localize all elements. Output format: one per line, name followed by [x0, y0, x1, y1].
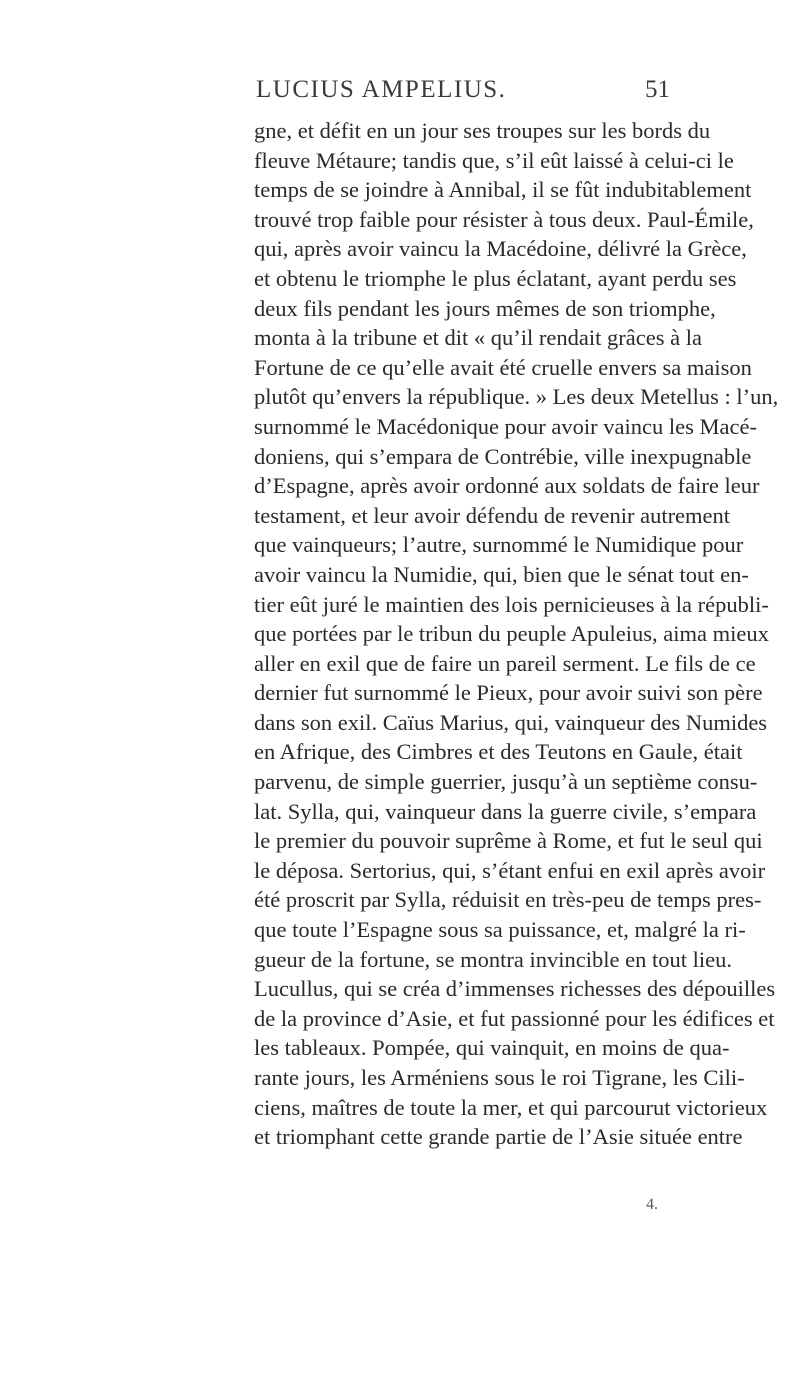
text-line: testament, et leur avoir défendu de revenir autrement — [254, 502, 731, 528]
text-line: et triomphant cette grande partie de l’Asie située entre — [254, 1124, 743, 1150]
running-title: LUCIUS AMPELIUS. — [256, 76, 507, 103]
text-line: que portées par le tribun du peuple Apuleius, aima mieux — [254, 621, 769, 647]
text-line: dernier fut surnommé le Pieux, pour avoir suivi son père — [254, 680, 763, 706]
text-line: aller en exil que de faire un pareil serment. Le fils de ce — [254, 650, 756, 676]
text-line: d’Espagne, après avoir ordonné aux soldats de faire leur — [254, 473, 760, 499]
text-line: qui, après avoir vaincu la Macédoine, délivré la Grèce, — [254, 236, 747, 262]
text-line: Lucullus, qui se créa d’immenses richesses des dépouilles — [254, 976, 776, 1002]
text-line: en Afrique, des Cimbres et des Teutons en Gaule, était — [254, 739, 743, 765]
text-line: que toute l’Espagne sous sa puissance, et, malgré la ri- — [254, 917, 746, 943]
text-line: trouvé trop faible pour résister à tous deux. Paul-Émile, — [254, 206, 754, 232]
text-line: temps de se joindre à Annibal, il se fût indubitablement — [254, 177, 752, 203]
text-line: surnommé le Macédonique pour avoir vaincu les Macé- — [254, 413, 757, 439]
text-line: le déposa. Sertorius, qui, s’étant enfui en exil après avoir — [254, 857, 766, 883]
text-line: de la province d’Asie, et fut passionné pour les édifices et — [254, 1005, 775, 1031]
text-line: avoir vaincu la Numidie, qui, bien que le sénat tout en- — [254, 561, 749, 587]
text-line: monta à la tribune et dit « qu’il rendait grâces à la — [254, 325, 702, 351]
text-line: fleuve Métaure; tandis que, s’il eût laissé à celui-ci le — [254, 147, 734, 173]
text-line: ciens, maîtres de toute la mer, et qui parcourut victorieux — [254, 1094, 768, 1120]
text-line: tier eût juré le maintien des lois pernicieuses à la républi- — [254, 591, 769, 617]
text-line: les tableaux. Pompée, qui vainquit, en moins de qua- — [254, 1035, 730, 1061]
text-line: deux fils pendant les jours mêmes de son triomphe, — [254, 295, 716, 321]
signature-mark: 4. — [646, 1196, 658, 1213]
text-line: lat. Sylla, qui, vainqueur dans la guerre civile, s’empara — [254, 798, 757, 824]
text-line: Fortune de ce qu’elle avait été cruelle envers sa maison — [254, 354, 752, 380]
body-text — [254, 116, 779, 1152]
page-number: 51 — [645, 76, 670, 103]
text-line: été proscrit par Sylla, réduisit en très-peu de temps pres- — [254, 887, 762, 913]
text-line: que vainqueurs; l’autre, surnommé le Numidique pour — [254, 532, 744, 558]
text-line: et obtenu le triomphe le plus éclatant, ayant perdu ses — [254, 265, 737, 291]
text-line: le premier du pouvoir suprême à Rome, et fut le seul qui — [254, 828, 763, 854]
running-head — [250, 76, 670, 116]
text-line: parvenu, de simple guerrier, jusqu’à un septième consu- — [254, 769, 758, 795]
text-line: rante jours, les Arméniens sous le roi Tigrane, les Cili- — [254, 1065, 745, 1090]
text-line: dans son exil. Caïus Marius, qui, vainqueur des Numides — [254, 709, 768, 735]
text-line: gne, et défit en un jour ses troupes sur les bords du — [254, 118, 711, 143]
text-line: gueur de la fortune, se montra invincible en tout lieu. — [254, 946, 732, 972]
text-line: doniens, qui s’empara de Contrébie, ville inexpugnable — [254, 443, 752, 469]
text-line: plutôt qu’envers la république. » Les deux Metellus : l’un, — [254, 384, 779, 410]
